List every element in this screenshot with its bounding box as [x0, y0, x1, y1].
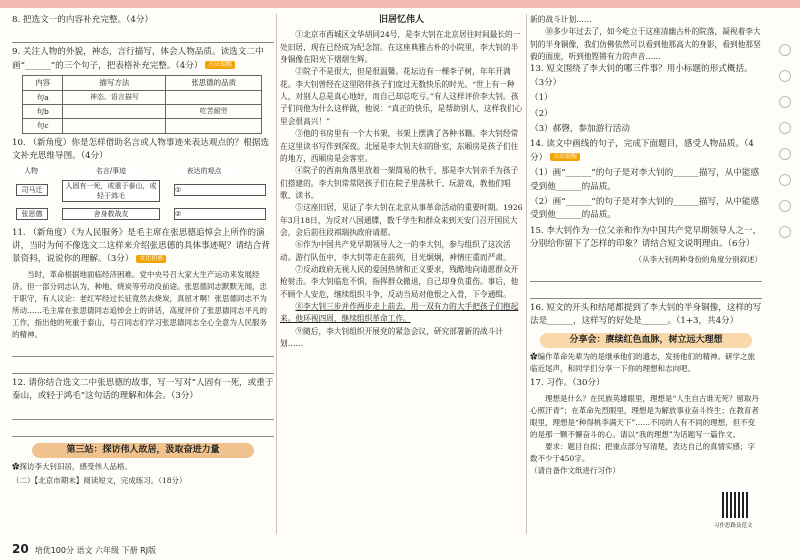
article-paragraph: ④院子的西南角落里放着一架简易的秋千，那是李大钊亲手为孩子们搭建的。李大钊常常陪孩子们在院子里荡秋千、玩游戏，教他们唱歌、读书。: [280, 166, 519, 200]
mind-map-quote-a: 人固有一死，或重于泰山，或轻于鸿毛: [62, 180, 160, 202]
answer-14-2[interactable]: （2）画“______”的句子是对李大钊的______描写，从中能感受到他______的品质。: [530, 197, 760, 221]
mind-map-quote-b: 舍身救战友: [62, 208, 160, 220]
answer-line[interactable]: [12, 29, 274, 43]
mind-map-head-view: 表达的观点: [174, 166, 234, 176]
right-column: [530, 14, 762, 529]
question-15: 15. 李大钊作为一位父亲和作为中国共产党早期领导人之一，分别给你留下了怎样的印象？请结合短文说明理由。（6分）: [530, 225, 762, 250]
column-divider: [276, 14, 277, 534]
page-footer: [12, 542, 156, 556]
answer-line[interactable]: [530, 268, 762, 282]
share-intro: ✿编作革命先辈为的是继承他们的遗志，发扬他们的精神。研学之旅临近尾声，和同学们分享一下你的理想和志向吧。: [530, 352, 755, 374]
article-paragraph: ⑩多少年过去了，如今屹立于这座清幽古朴的院落，凝视着李大钊的半身铜像，我们仿佛依然可以看到他那高大的身影，看到他那坚毅的面庞，听到他铿锵有力的声音……: [530, 27, 761, 62]
article-column: [280, 14, 523, 350]
article-paragraph: ①北京市西城区文华胡同24号，是李大钊在北京居住时间最长的一处旧居，现在已经成为纪念馆。在这座典雅古朴的小院里，李大钊的半身铜像在阳光下熠熠生辉。: [280, 30, 521, 65]
article-paragraph: ⑨随后，李大钊组织开展党的紧急会议，研究部署新的战斗计划……: [280, 326, 503, 348]
mind-map-head-people: 人物: [14, 166, 48, 176]
article-paragraph: ③他的书房里有一个大书架，书架上摆满了各种书籍。李大钊经常在这里读书写作到深夜。北屋是李大钊夫妇的卧室，东厢房是孩子们住的地方，西厢房是会客室。: [280, 129, 519, 163]
mind-map-answer-2[interactable]: ②: [174, 208, 266, 220]
question-16: 16. 短文的开头和结尾都提到了李大钊的半身铜像，这样的写法是______，这样写的好处是______。（1+3，共4分）: [530, 302, 762, 327]
q9-table: [22, 75, 262, 134]
article-paragraph: ⑥作为中国共产党早期领导人之一的李大钊，参与组织了这次活动。游行队伍中，李大钊等走在前列，目光炯炯，神情庄重而严肃。: [280, 240, 511, 262]
article-title: 旧居忆伟人: [378, 15, 424, 25]
table-row: 句a 神态、语言描写: [23, 90, 262, 104]
share-banner: 分享会：赓续红色血脉，树立远大理想: [540, 333, 752, 348]
article-continuation: 新的战斗计划……: [530, 15, 592, 24]
qr-label: 习作思路及范文: [714, 523, 753, 529]
book-info: 培优100分 语文 六年级 下册 RJ版: [34, 546, 157, 555]
question-9: 9. 关注人物的外貌，神态，言行描写，体会人物品质。读选文二中画“______”的三个句子，把表格补充完整。（4分） 方法提醒: [12, 47, 264, 71]
answer-13-1[interactable]: （1）: [530, 93, 553, 104]
mind-map-person-a: 司马迁: [16, 184, 48, 196]
writing-footnote: （请自备作文纸进行习作）: [530, 465, 620, 475]
column-divider: [526, 14, 527, 534]
method-tag: 方法提醒: [550, 153, 580, 161]
question-17: 17. 习作。（30分）: [530, 378, 605, 389]
answer-line[interactable]: [12, 360, 274, 374]
mind-map-answer-1[interactable]: ①: [174, 184, 266, 196]
side-decoration: [770, 30, 800, 540]
writing-requirements: 要求：题目自拟；把重点部分写清楚，表达自己的真情实感；字数不少于450字。: [530, 441, 755, 463]
writing-prompt: 理想是什么？在民族英雄眼里，理想是“人生自古谁无死？留取丹心照汗青”；在革命先烈眼里，理想是为解放事业奋斗终生；在教育者眼里，理想是“种得桃李满天下”……不同的人有不同的理想，但不变的是那一颗不懈奋斗的心。请以“我的理想”为话题写一篇作文。: [530, 393, 759, 439]
answer-line[interactable]: [12, 423, 274, 437]
table-header: 描写方法: [63, 76, 166, 90]
question-10: 10. （新角度）你是怎样借助名言或人物事迹来表达观点的？根据选文补充思维导图。（4分）: [12, 137, 270, 162]
question-15-hint: （从李大钊两种身份的角度分别叙述）: [634, 254, 762, 264]
article-paragraph: ⑤这座旧居，见证了李大钊在北京从事革命活动的重要时期。1926年3月18日，为反对八国通牒，数千学生和群众来到天安门召开国民大会，会后前往段祺瑞执政府请愿。: [280, 203, 523, 237]
left-column: [12, 14, 274, 489]
visit-note: ✿探访李大钊旧居，感受伟人品格。: [12, 461, 132, 471]
table-row: 句b 吃苦耐劳: [23, 105, 262, 119]
question-8: 8. 把选文一的内容补充完整。（4分）: [12, 15, 154, 25]
question-11: 11. （新角度）《为人民服务》是毛主席在张思德追悼会上所作的演讲，当时为何不像选文二这样来介绍张思德的具体事迹呢？请结合背景资料，说说你的理解。（3分） 文化积累: [12, 227, 270, 265]
answer-line[interactable]: [12, 343, 274, 357]
qr-code-icon[interactable]: [722, 492, 748, 518]
table-row: 句c: [23, 119, 262, 133]
reading-section-title: （二）【北京市期末】阅读短文，完成练习。（18分）: [12, 475, 187, 485]
question-13: 13. 短文围绕了李大钊的哪三件事？用小标题的形式概括。（3分）: [530, 64, 753, 88]
article-paragraph: ⑦反动政府无视人民的爱国热情和正义要求，残酷地向请愿群众开枪射击。李大钊临危不惧，指挥群众撤退，自己却身负重伤。事后，他不顾个人安危，继续组织斗争，反动当局对他恨之入骨，下令通缉。: [280, 264, 519, 299]
answer-14-1[interactable]: （1）画“______”的句子是对李大钊的______描写，从中能感受到他______的品质。: [530, 168, 760, 192]
method-tag: 方法提醒: [205, 61, 235, 69]
mind-map-head-quote: 名言/事迹: [86, 166, 136, 176]
answer-13-3[interactable]: （3）郝磬，参加游行活动: [530, 124, 630, 134]
answer-line[interactable]: [530, 285, 762, 299]
answer-line[interactable]: [12, 406, 274, 420]
article-paragraph: ②院子不是很大，但是很温馨。花坛边有一棵李子树，年年开满花。李大钊曾经在这里陪伴孩子们度过无数快乐的时光。“世上有一种人，对别人总是真心地好，而自己却总吃亏。”有人这样评价李大钊。孩子们问他为什么这样做，他说：“真正的快乐，是帮助别人，这样我们心里会很高兴！”: [280, 67, 523, 126]
table-header: 内容: [23, 76, 63, 90]
answer-13-2[interactable]: （2）: [530, 108, 553, 119]
mind-map-person-b: 张思德: [16, 208, 48, 220]
background-material: 当时，革命根据地面临经济困难。党中央号召大家大生产运动来发展经济。但一部分同志认为，种地、烧炭等劳动没前途。张思德同志默默无闻，忠于职守，有人议论：老红军经过长征竟然去烧炭，真屈才啊！张思德同志不为所动……毛主席在张思德同志追悼会上的讲话，高度评价了张思德同志平凡的工作，指出他的死重于泰山，号召同志们学习张思德同志全心全意为人民服务的精神。: [12, 269, 267, 339]
table-header: 张思德的品质: [166, 76, 262, 90]
section-banner: 第三站：探访伟人故居，汲取奋进力量: [32, 443, 254, 458]
question-14: 14. 读文中画线的句子，完成下面题目，感受人物品质。（4分） 方法提醒: [530, 139, 754, 163]
question-12: 12. 请你结合选文二中张思德的故事，写一写对“人固有一死，或重于泰山，或轻于鸿毛”这句话的理解和体会。（3分）: [12, 377, 274, 402]
article-paragraph: ⑧李大钊三步并作两步走上前去，用一双有力的大手把孩子们抱起来。他环视四周，继续组织革命工作。: [280, 301, 519, 324]
top-color-bar: [0, 0, 800, 8]
mind-map: [12, 166, 274, 224]
page-number: 20: [12, 542, 29, 556]
culture-tag: 文化积累: [136, 255, 166, 263]
